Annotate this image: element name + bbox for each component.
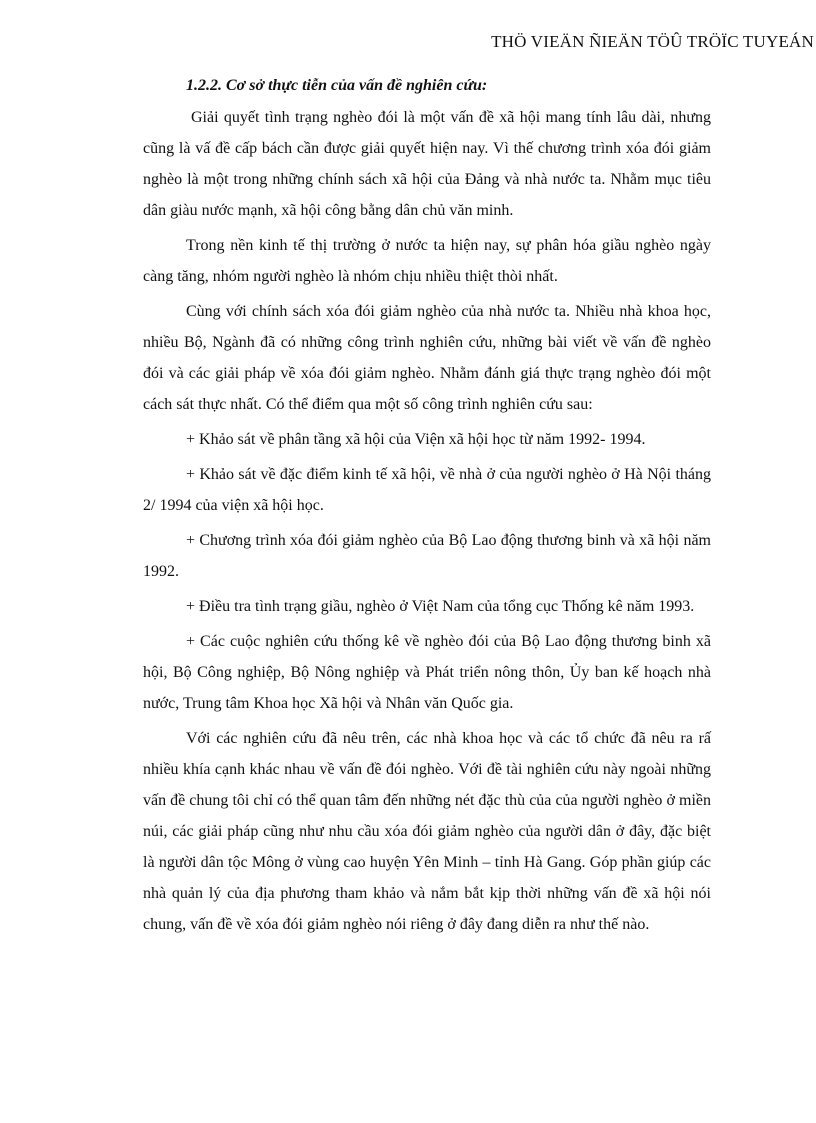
paragraph-3: Cùng với chính sách xóa đói giảm nghèo của nhà nước ta. Nhiều nhà khoa học, nhiều Bộ, Ngành đã có những công trình nghiên cứu, những bài viết về vấn đề nghèo đói và các giải pháp về xóa đói giảm nghèo. Nhằm đánh giá thực trạng nghèo đói một cách sát thực nhất. Có thể điểm qua một số công trình nghiên cứu sau: <box>143 303 711 413</box>
list-item-5: + Các cuộc nghiên cứu thống kê về nghèo đói của Bộ Lao động thương binh xã hội, Bộ Công nghiệp, Bộ Nông nghiệp và Phát triển nông thôn, Ủy ban kế hoạch nhà nước, Trung tâm Khoa học Xã hội và Nhân văn Quốc gia. <box>143 633 711 712</box>
page-header: THÖ VIEÄN ÑIEÄN TÖÛ TRÖÏC TUYEÁN <box>491 32 814 51</box>
list-item-4: + Điều tra tình trạng giầu, nghèo ở Việt Nam của tổng cục Thống kê năm 1993. <box>186 598 695 615</box>
list-item-2: + Khảo sát về đặc điểm kinh tế xã hội, về nhà ở của người nghèo ở Hà Nội tháng 2/ 1994 của viện xã hội học. <box>143 466 711 514</box>
section-title: 1.2.2. Cơ sở thực tiễn của vấn đề nghiên cứu: <box>186 77 488 94</box>
document-body <box>143 70 711 944</box>
list-item-3: + Chương trình xóa đói giảm nghèo của Bộ Lao động thương binh và xã hội năm 1992. <box>143 532 711 580</box>
paragraph-2: Trong nền kinh tế thị trường ở nước ta hiện nay, sự phân hóa giầu nghèo ngày càng tăng, nhóm người nghèo là nhóm chịu nhiều thiệt thòi nhất. <box>143 237 711 285</box>
paragraph-4: Với các nghiên cứu đã nêu trên, các nhà khoa học và các tổ chức đã nêu ra rấ nhiều khía cạnh khác nhau về vấn đề đói nghèo. Với đề tài nghiên cứu này ngoài những vấn đề chung tôi chỉ có thể quan tâm đến những nét đặc thù của của người nghèo ở miền núi, các giải pháp cũng như nhu cầu xóa đói giảm nghèo của người dân ở đây, đặc biệt là người dân tộc Mông ở vùng cao huyện Yên Minh – tỉnh Hà Gang. Góp phần giúp các nhà quản lý của địa phương tham khảo và nắm bắt kịp thời những vấn đề xã hội nói chung, vấn đề về xóa đói giảm nghèo nói riêng ở đây đang diễn ra như thế nào. <box>143 730 711 933</box>
paragraph-1: Giải quyết tình trạng nghèo đói là một vấn đề xã hội mang tính lâu dài, nhưng cũng là vấ đề cấp bách cần được giải quyết hiện nay. Vì thế chương trình xóa đói giảm nghèo là một trong những chính sách xã hội của Đảng và nhà nước ta. Nhằm mục tiêu dân giàu nước mạnh, xã hội công bằng dân chủ văn minh. <box>143 109 711 219</box>
list-item-1: + Khảo sát về phân tầng xã hội của Viện xã hội học từ năm 1992- 1994. <box>186 431 646 448</box>
